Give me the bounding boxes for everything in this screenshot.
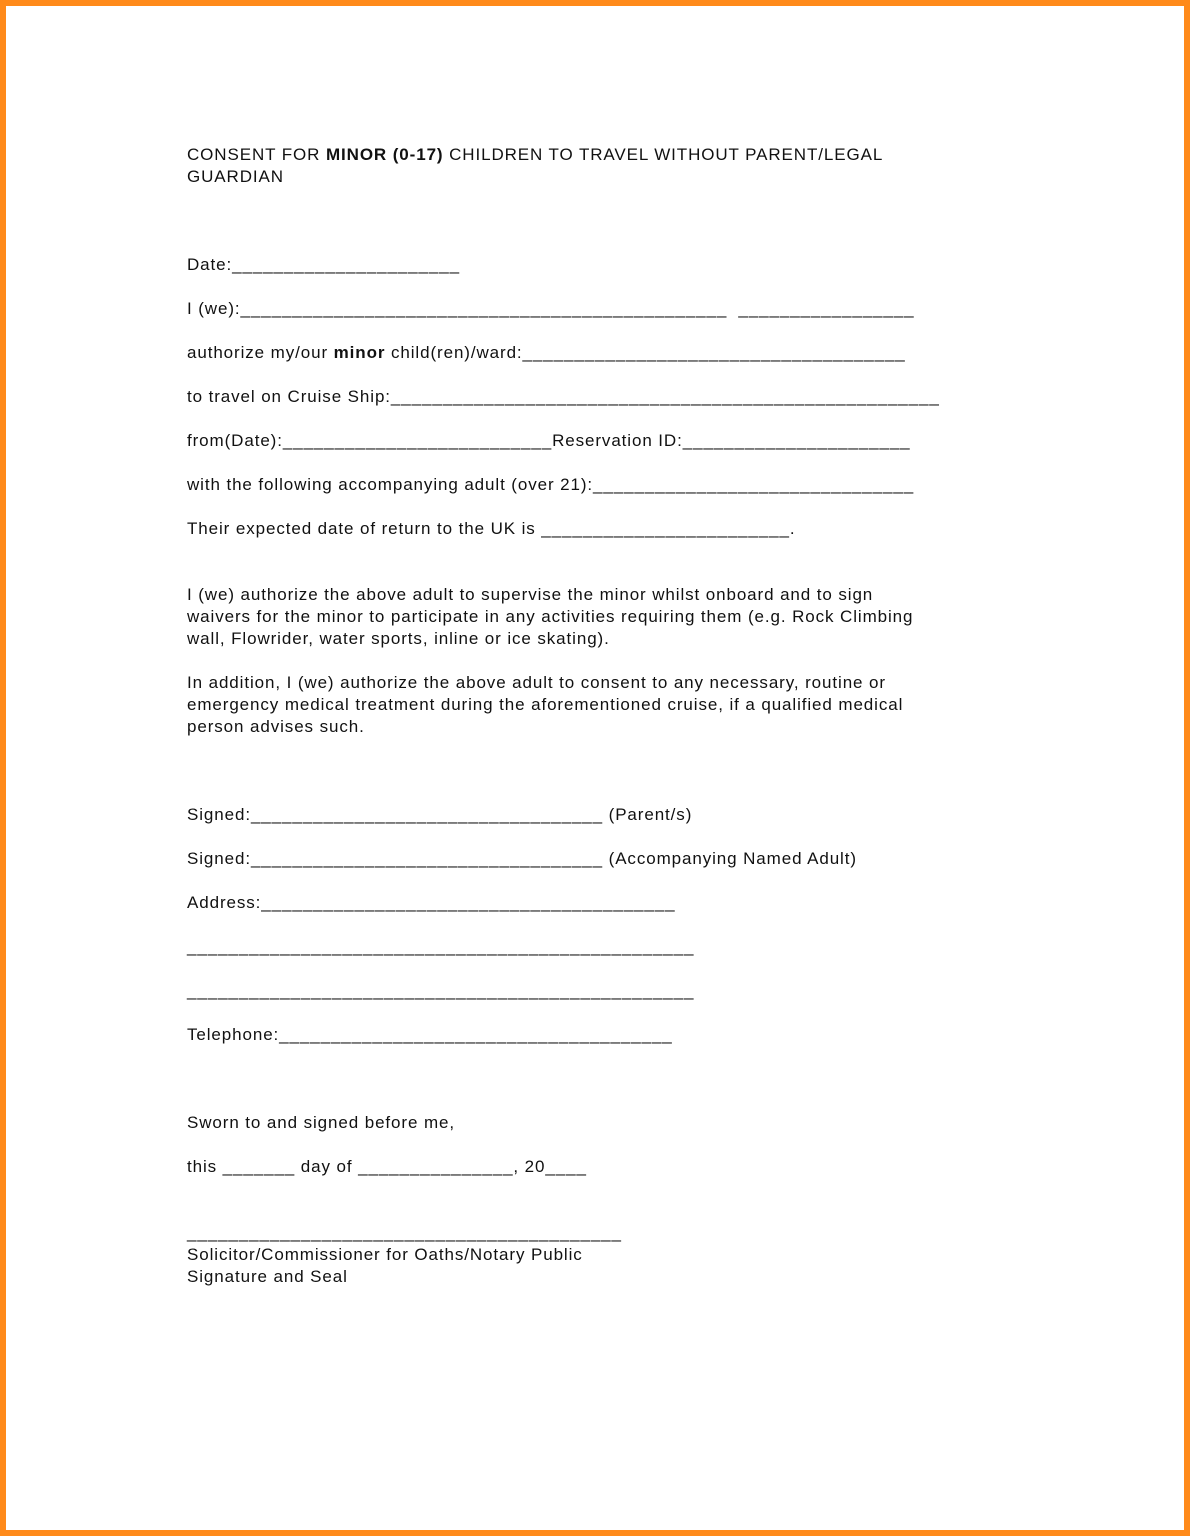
supervise-paragraph-line-1: I (we) authorize the above adult to supervise the minor whilst onboard and to sign bbox=[187, 585, 874, 604]
medical-paragraph-line-3: person advises such. bbox=[187, 717, 365, 736]
notary-seal-label: Signature and Seal bbox=[187, 1267, 348, 1286]
return-date-field[interactable]: Their expected date of return to the UK is ________________________. bbox=[187, 519, 796, 538]
date-field[interactable]: Date:______________________ bbox=[187, 255, 460, 274]
we-field[interactable]: I (we):_______________________________________________ _________________ bbox=[187, 299, 915, 318]
sworn-day-field[interactable]: this _______ day of _______________, 20____ bbox=[187, 1157, 587, 1176]
sworn-statement: Sworn to and signed before me, bbox=[187, 1113, 455, 1132]
telephone-field[interactable]: Telephone:______________________________________ bbox=[187, 1025, 673, 1044]
address-field[interactable]: Address:________________________________________ bbox=[187, 893, 676, 912]
adult-signature-field[interactable]: Signed:__________________________________ (Accompanying Named Adult) bbox=[187, 849, 857, 868]
medical-paragraph-line-2: emergency medical treatment during the aforementioned cruise, if a qualified medical bbox=[187, 695, 904, 714]
notary-signature-line[interactable]: __________________________________________ bbox=[187, 1223, 622, 1242]
title-suffix: CHILDREN TO TRAVEL WITHOUT PARENT/LEGAL bbox=[443, 145, 884, 164]
title-prefix: CONSENT FOR bbox=[187, 145, 326, 164]
from-date-reservation-field[interactable]: from(Date):__________________________Reservation ID:______________________ bbox=[187, 431, 911, 450]
title-bold: MINOR (0-17) bbox=[325, 145, 444, 164]
minor-field-bold: minor bbox=[333, 343, 386, 362]
accompanying-adult-field[interactable]: with the following accompanying adult (over 21):_______________________________ bbox=[187, 475, 915, 494]
minor-field-suffix: child(ren)/ward:_____________________________________ bbox=[385, 343, 906, 362]
supervise-paragraph-line-3: wall, Flowrider, water sports, inline or ice skating). bbox=[187, 629, 610, 648]
minor-field[interactable] bbox=[187, 342, 906, 364]
supervise-paragraph-line-2: waivers for the minor to participate in any activities requiring them (e.g. Rock Climbing bbox=[187, 607, 914, 626]
cruise-ship-field[interactable]: to travel on Cruise Ship:_____________________________________________________ bbox=[187, 387, 940, 406]
notary-role: Solicitor/Commissioner for Oaths/Notary Public bbox=[187, 1245, 583, 1264]
title-line-2: GUARDIAN bbox=[187, 167, 284, 186]
title-line-1 bbox=[187, 144, 883, 166]
address-field-line-2[interactable]: _________________________________________________ bbox=[187, 937, 695, 956]
address-field-line-3[interactable]: _________________________________________________ bbox=[187, 981, 695, 1000]
minor-field-prefix: authorize my/our bbox=[187, 343, 334, 362]
parent-signature-field[interactable]: Signed:__________________________________ (Parent/s) bbox=[187, 805, 693, 824]
medical-paragraph-line-1: In addition, I (we) authorize the above adult to consent to any necessary, routine or bbox=[187, 673, 886, 692]
